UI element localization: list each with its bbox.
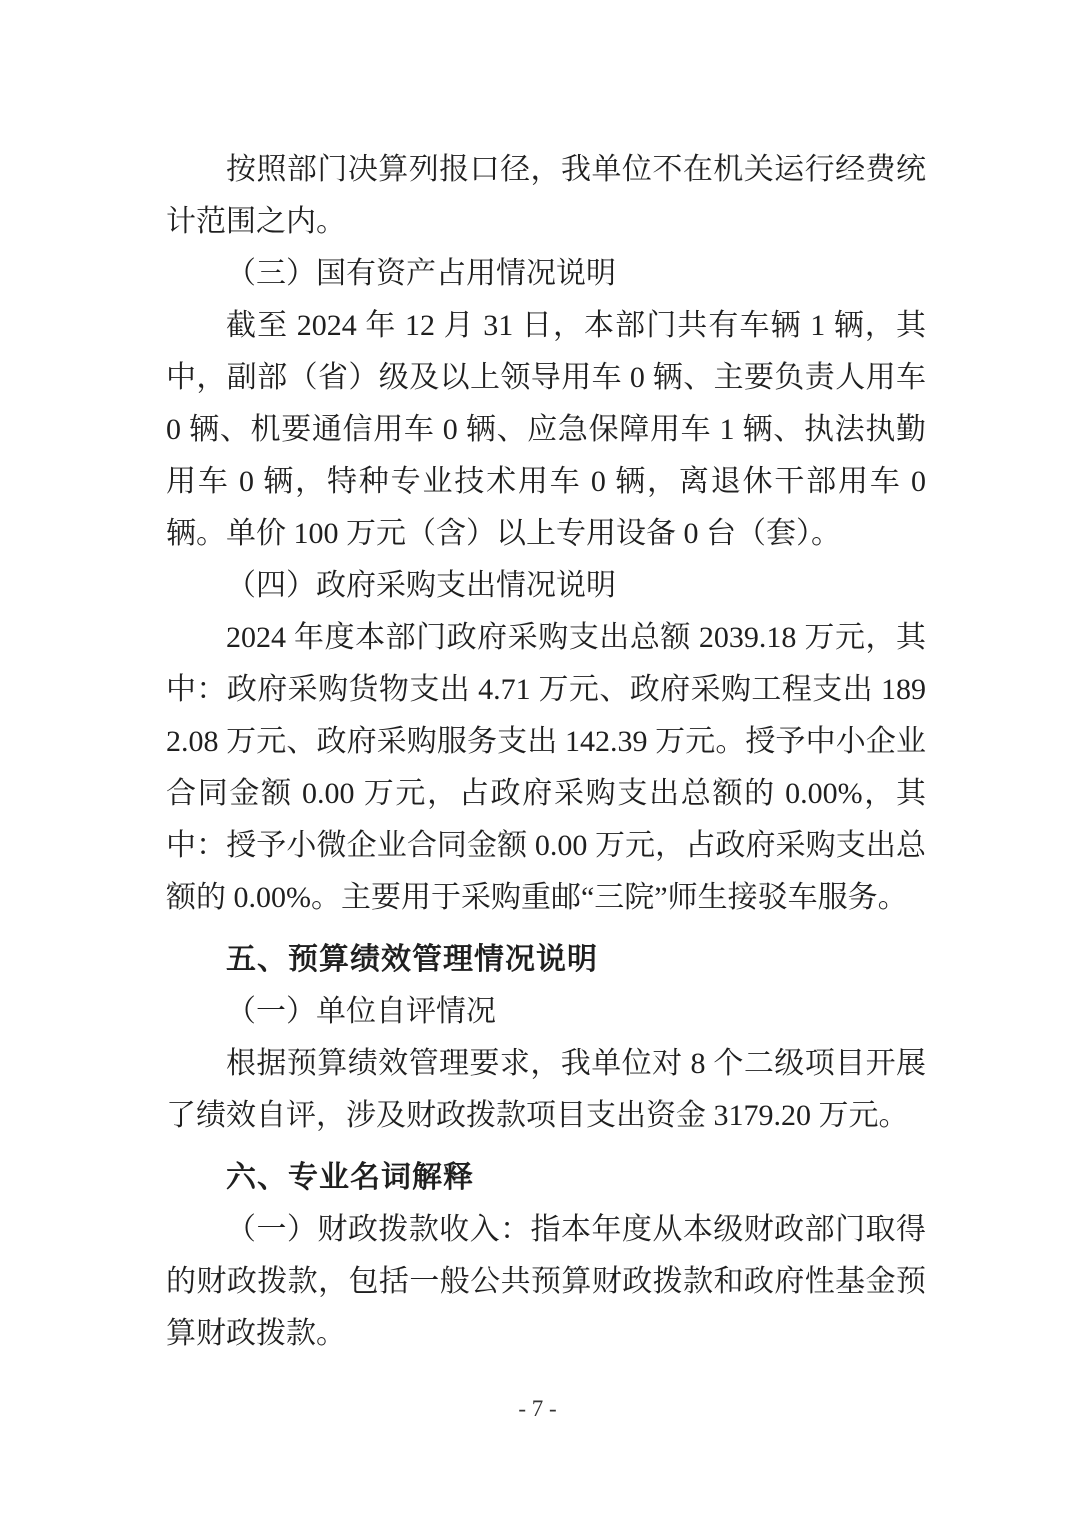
paragraph-org-expense-note: 按照部门决算列报口径，我单位不在机关运行经费统计范围之内。 bbox=[166, 153, 926, 238]
section-heading-glossary: 六、专业名词解释 bbox=[226, 1161, 474, 1194]
paragraph-procurement-detail: 2024 年度本部门政府采购支出总额 2039.18 万元，其中：政府采购货物支出 4.71 万元、政府采购工程支出 1892.08 万元、政府采购服务支出 142.39 万元。授予中小企业合同金额 0.00 万元，占政府采购支出总额的 0.00%，其中：授予小微企业合同金额 0.00 万元，占政府采购支出总额的 0.00%。主要用于采购重邮“三院”师生接驳车服务。 bbox=[166, 621, 926, 914]
subsection-heading-state-assets: （三）国有资产占用情况说明 bbox=[226, 257, 616, 290]
subsection-heading-self-eval: （一）单位自评情况 bbox=[226, 995, 496, 1028]
paragraph-vehicles-equipment: 截至 2024 年 12 月 31 日，本部门共有车辆 1 辆，其中，副部（省）级及以上领导用车 0 辆、主要负责人用车 0 辆、机要通信用车 0 辆、应急保障用车 1 辆、执法执勤用车 0 辆，特种专业技术用车 0 辆，离退休干部用车 0 辆。单价 100 万元（含）以上专用设备 0 台（套）。 bbox=[166, 309, 926, 550]
document-body bbox=[166, 144, 926, 1360]
paragraph-self-eval-detail: 根据预算绩效管理要求，我单位对 8 个二级项目开展了绩效自评，涉及财政拨款项目支出资金 3179.20 万元。 bbox=[166, 1047, 926, 1132]
section-heading-performance: 五、预算绩效管理情况说明 bbox=[226, 943, 598, 976]
page-number: - 7 - bbox=[518, 1396, 557, 1421]
subsection-heading-procurement: （四）政府采购支出情况说明 bbox=[226, 569, 616, 602]
paragraph-glossary-fiscal: （一）财政拨款收入：指本年度从本级财政部门取得的财政拨款，包括一般公共预算财政拨款和政府性基金预算财政拨款。 bbox=[166, 1213, 926, 1350]
